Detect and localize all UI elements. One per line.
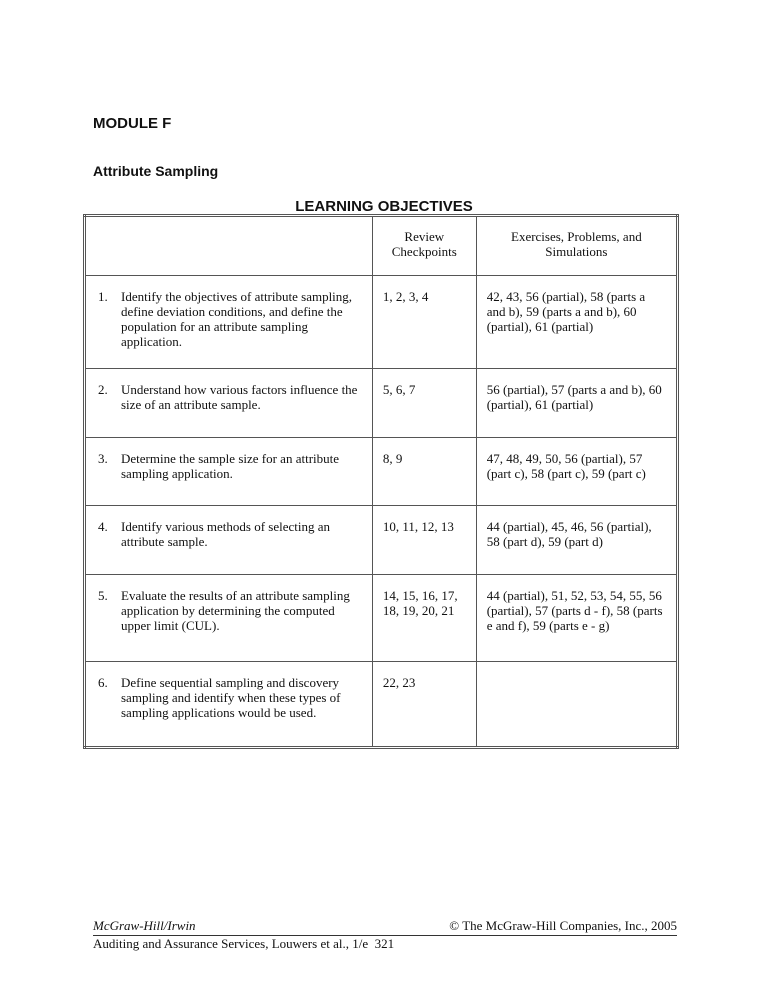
page-footer [93, 918, 677, 952]
module-subtitle: Attribute Sampling [93, 163, 219, 179]
exercises-cell: 42, 43, 56 (partial), 58 (parts a and b), 59 (parts a and b), 60 (partial), 61 (partial) [476, 276, 677, 369]
table-row [85, 369, 678, 438]
table-row [85, 506, 678, 575]
objective-cell [85, 575, 373, 662]
objective-number: 4. [98, 519, 108, 534]
table-header-row [85, 216, 678, 276]
footer-book-info: Auditing and Assurance Services, Louwers et al., 1/e 321 [93, 936, 395, 951]
table-row [85, 662, 678, 748]
section-heading: LEARNING OBJECTIVES [295, 198, 473, 215]
objective-cell [85, 369, 373, 438]
objective-cell [85, 506, 373, 575]
module-title: MODULE F [93, 115, 172, 132]
objective-text: Evaluate the results of an attribute sampling application by determining the computed upper limit (CUL). [121, 588, 350, 633]
exercises-cell: 44 (partial), 51, 52, 53, 54, 55, 56 (partial), 57 (parts d - f), 58 (parts e and f), 59 (parts e - g) [476, 575, 677, 662]
checkpoints-cell: 8, 9 [372, 438, 476, 506]
objective-text: Identify various methods of selecting an attribute sample. [121, 519, 331, 549]
footer-publisher: McGraw-Hill/Irwin [93, 918, 196, 933]
objective-cell [85, 438, 373, 506]
objective-number: 3. [98, 451, 108, 466]
learning-objectives-table [83, 214, 679, 749]
objective-text: Determine the sample size for an attribute sampling application. [121, 451, 340, 481]
exercises-cell [476, 662, 677, 748]
objective-text: Understand how various factors influence the size of an attribute sample. [121, 382, 358, 412]
objective-number: 6. [98, 675, 108, 690]
table-row [85, 575, 678, 662]
checkpoints-cell: 1, 2, 3, 4 [372, 276, 476, 369]
objective-number: 2. [98, 382, 108, 397]
header-exercises: Exercises, Problems, and Simulations [476, 216, 677, 276]
checkpoints-cell: 22, 23 [372, 662, 476, 748]
table-row [85, 276, 678, 369]
objective-number: 1. [98, 289, 108, 304]
objective-text: Identify the objectives of attribute sampling, define deviation conditions, and define the population for an attribute sampling application. [121, 289, 353, 349]
objective-number: 5. [98, 588, 108, 603]
exercises-cell: 47, 48, 49, 50, 56 (partial), 57 (part c), 58 (part c), 59 (part c) [476, 438, 677, 506]
table-row [85, 438, 678, 506]
objective-cell [85, 276, 373, 369]
checkpoints-cell: 14, 15, 16, 17, 18, 19, 20, 21 [372, 575, 476, 662]
checkpoints-cell: 10, 11, 12, 13 [372, 506, 476, 575]
header-review-checkpoints: Review Checkpoints [372, 216, 476, 276]
objective-cell [85, 662, 373, 748]
objective-text: Define sequential sampling and discovery sampling and identify when these types of sampling applications would be used. [121, 675, 341, 720]
checkpoints-cell: 5, 6, 7 [372, 369, 476, 438]
exercises-cell: 56 (partial), 57 (parts a and b), 60 (partial), 61 (partial) [476, 369, 677, 438]
footer-copyright: © The McGraw-Hill Companies, Inc., 2005 [449, 918, 677, 933]
exercises-cell: 44 (partial), 45, 46, 56 (partial), 58 (part d), 59 (part d) [476, 506, 677, 575]
header-objective [85, 216, 373, 276]
